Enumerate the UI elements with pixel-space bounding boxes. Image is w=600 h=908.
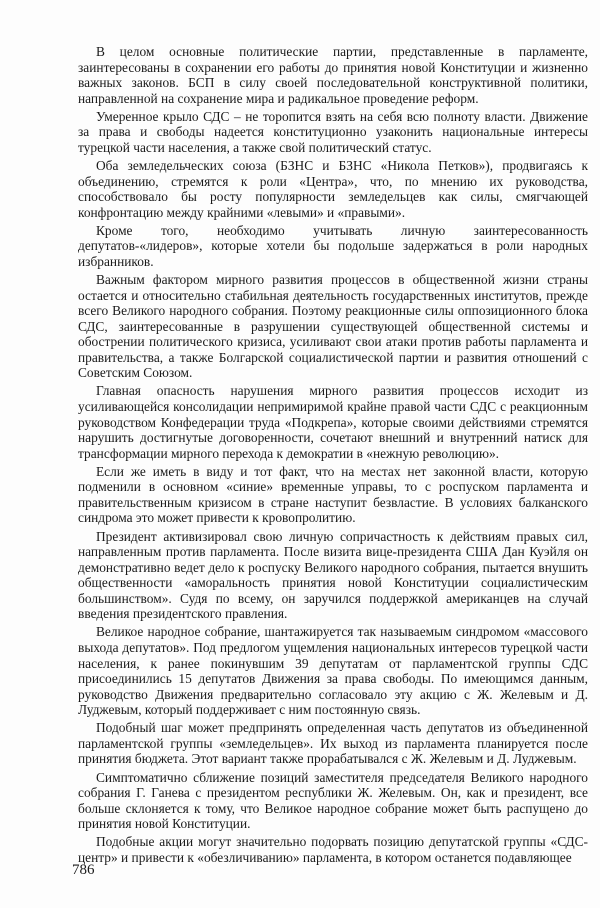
paragraph: Кроме того, необходимо учитывать личную заинтересованность депутатов-«лидеров», которые хотели бы подольше задержаться в роли народных избранников. — [78, 222, 588, 269]
paragraph: Оба земледельческих союза (БЗНС и БЗНС «Никола Петков»), продвигаясь к объединению, стремятся к роли «Центра», что, по мнению их руководства, способствовало бы росту популярности земледельцев как силы, смягчающей конфронтацию между крайними «левыми» и «правыми». — [78, 158, 588, 220]
paragraph: В целом основные политические партии, представленные в парламенте, заинтересованы в сохранении его работы до принятия новой Конституции и жизненно важных законов. БСП в силу своей последовательной конструктивной политики, направленной на сохранение мира и радикальное проведение реформ. — [78, 44, 588, 106]
paragraph: Важным фактором мирного развития процессов в общественной жизни страны остается и относительно стабильная деятельность государственных институтов, прежде всего Великого народного собрания. Поэтому реакционные силы оппозиционного блока СДС, заинтересованные в разрушении существующей общественной системы и обострении политического кризиса, усиливают свои атаки против работы парламента и правительства, а также Болгарской социалистической партии и развития отношений с Советским Союзом. — [78, 272, 588, 381]
paragraph: Президент активизировал свою личную сопричастность к действиям правых сил, направленным против парламента. После визита вице-президента США Дан Куэйля он демонстративно ведет дело к роспуску Великого народного собрания, пытается внушить общественности «аморальность принятия новой Конституции социалистическим большинством». Судя по всему, он заручился поддержкой американцев на случай введения президентского правления. — [78, 528, 588, 622]
paragraph: Подобные акции могут значительно подорвать позицию депутатской группы «СДС-центр» и привести к «обезличиванию» парламента, в котором останется подавляющее — [78, 834, 588, 865]
paragraph: Если же иметь в виду и тот факт, что на местах нет законной власти, которую подменили в основном «синие» временные управы, то с роспуском парламента и правительственным кризисом в стране наступит безвластие. В условиях балканского синдрома это может привести к кровопролитию. — [78, 463, 588, 526]
paragraph: Подобный шаг может предпринять определенная часть депутатов из объединенной парламентской группы «земледельцев». Их выход из парламента планируется после принятия бюджета. Этот вариант также прорабатывался с Ж. Желевым и Д. Луджевым. — [78, 720, 588, 767]
paragraph: Главная опасность нарушения мирного развития процессов исходит из усиливающейся консолидации непримиримой крайне правой части СДС с реакционным руководством Конфедерации труда «Подкрепа», которые своими действиями стремятся нарушить достигнутые договоренности, сочетают внешний и внутренний натиск для трансформации мирного перехода к демократии в «нежную революцию». — [78, 383, 588, 461]
paragraph: Симптоматично сближение позиций заместителя председателя Великого народного собрания Г. Ганева с президентом республики Ж. Желевым. Он, как и президент, все больше склоняется к тому, что Великое народное собрание может быть распущено до принятия новой Конституции. — [78, 769, 588, 832]
paragraph: Умеренное крыло СДС – не торопится взять на себя всю полноту власти. Движение за права и свободы надеется конституционно узаконить национальные интересы турецкой части населения, а также свой политический статус. — [78, 108, 588, 155]
body-text — [78, 44, 588, 868]
paragraph: Великое народное собрание, шантажируется так называемым синдромом «массового выхода депутатов». Под предлогом ущемления национальных интересов турецкой части населения, к ранее покинувшим 39 депутатам от парламентской группы СДС присоединились 15 депутатов Движения за права свободы. По имеющимся данным, руководство Движения предварительно согласовало эту акцию с Ж. Желевым и Д. Луджевым, который поддерживает с ним постоянную связь. — [78, 624, 588, 718]
page-number: 786 — [72, 862, 95, 878]
